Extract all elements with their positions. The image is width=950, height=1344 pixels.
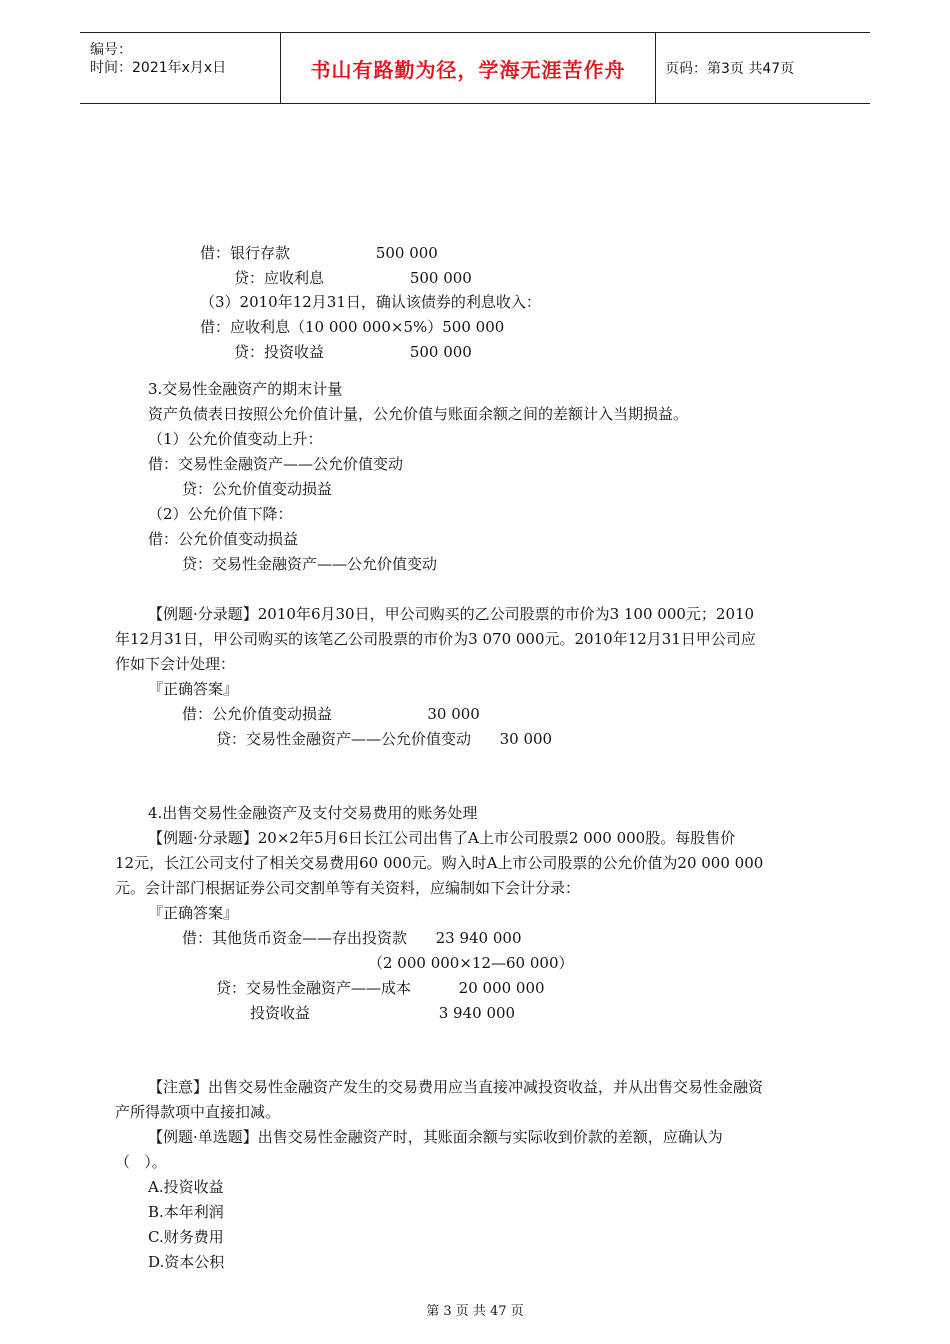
text-line: 借：应收利息（10 000 000×5%）500 000 bbox=[200, 318, 505, 336]
text-line: 借：交易性金融资产——公允价值变动 bbox=[148, 455, 404, 473]
time-label: 时间：2021年x月x日 bbox=[90, 60, 227, 76]
text-line: 『正确答案』 bbox=[148, 904, 239, 922]
text-line: 『正确答案』 bbox=[148, 680, 239, 698]
text-line: 【例题·分录题】2010年6月30日，甲公司购买的乙公司股票的市价为3 100 000元；2010 bbox=[148, 605, 755, 623]
text-line: 【注意】出售交易性金融资产发生的交易费用应当直接冲减投资收益，并从出售交易性金融资 bbox=[148, 1078, 764, 1096]
text-line: 年12月31日，甲公司购买的该笔乙公司股票的市价为3 070 000元。2010年12月31日甲公司应 bbox=[115, 630, 756, 648]
option-d: D.资本公积 bbox=[148, 1253, 225, 1271]
text-line: 贷：投资收益 500 000 bbox=[234, 343, 472, 361]
page-info: 页码：第3页 共47页 bbox=[665, 61, 795, 77]
text-line: 贷：应收利息 500 000 bbox=[234, 269, 472, 287]
text-line: 12元，长江公司支付了相关交易费用60 000元。购入时A上市公司股票的公允价值为20 000 000 bbox=[115, 854, 764, 872]
motto: 书山有路勤为径，学海无涯苦作舟 bbox=[310, 57, 626, 82]
section-heading: 4.出售交易性金融资产及支付交易费用的账务处理 bbox=[148, 804, 478, 822]
text-line: （1）公允价值变动上升： bbox=[148, 430, 323, 448]
text-line: 【例题·单选题】出售交易性金融资产时，其账面余额与实际收到价款的差额，应确认为 bbox=[148, 1128, 723, 1146]
text-line: 借：公允价值变动损益 30 000 bbox=[182, 705, 480, 723]
header-motto-cell bbox=[280, 33, 656, 103]
text-line: 元。会计部门根据证券公司交割单等有关资料，应编制如下会计分录： bbox=[115, 879, 581, 897]
text-line: 贷：交易性金融资产——公允价值变动 bbox=[182, 555, 438, 573]
text-line: 作如下会计处理： bbox=[115, 655, 236, 673]
text-line: 产所得款项中直接扣减。 bbox=[115, 1103, 281, 1121]
page-footer: 第 3 页 共 47 页 bbox=[426, 1304, 524, 1319]
header-meta bbox=[80, 33, 280, 103]
option-b: B.本年利润 bbox=[148, 1203, 224, 1221]
option-c: C.财务费用 bbox=[148, 1228, 224, 1246]
text-line: 贷：交易性金融资产——成本 20 000 000 bbox=[216, 979, 545, 997]
option-a: A.投资收益 bbox=[148, 1178, 224, 1196]
text-line: （2 000 000×12—60 000） bbox=[368, 954, 574, 972]
text-line: （3）2010年12月31日，确认该债券的利息收入： bbox=[200, 293, 541, 311]
number-label: 编号： bbox=[90, 42, 132, 58]
text-line: （ ）。 bbox=[115, 1153, 167, 1171]
page-header bbox=[80, 32, 870, 104]
header-page-cell bbox=[655, 33, 870, 103]
text-line: 贷：公允价值变动损益 bbox=[182, 480, 333, 498]
section-heading: 3.交易性金融资产的期末计量 bbox=[148, 380, 343, 398]
text-line: 贷：交易性金融资产——公允价值变动 30 000 bbox=[216, 730, 553, 748]
text-line: 借：公允价值变动损益 bbox=[148, 530, 299, 548]
text-line: （2）公允价值下降： bbox=[148, 505, 293, 523]
text-line: 资产负债表日按照公允价值计量，公允价值与账面余额之间的差额计入当期损益。 bbox=[148, 405, 689, 423]
text-line: 投资收益 3 940 000 bbox=[250, 1004, 516, 1022]
text-line: 借：银行存款 500 000 bbox=[200, 244, 438, 262]
text-line: 借：其他货币资金——存出投资款 23 940 000 bbox=[182, 929, 522, 947]
text-line: 【例题·分录题】20×2年5月6日长江公司出售了A上市公司股票2 000 000股。每股售价 bbox=[148, 829, 736, 847]
